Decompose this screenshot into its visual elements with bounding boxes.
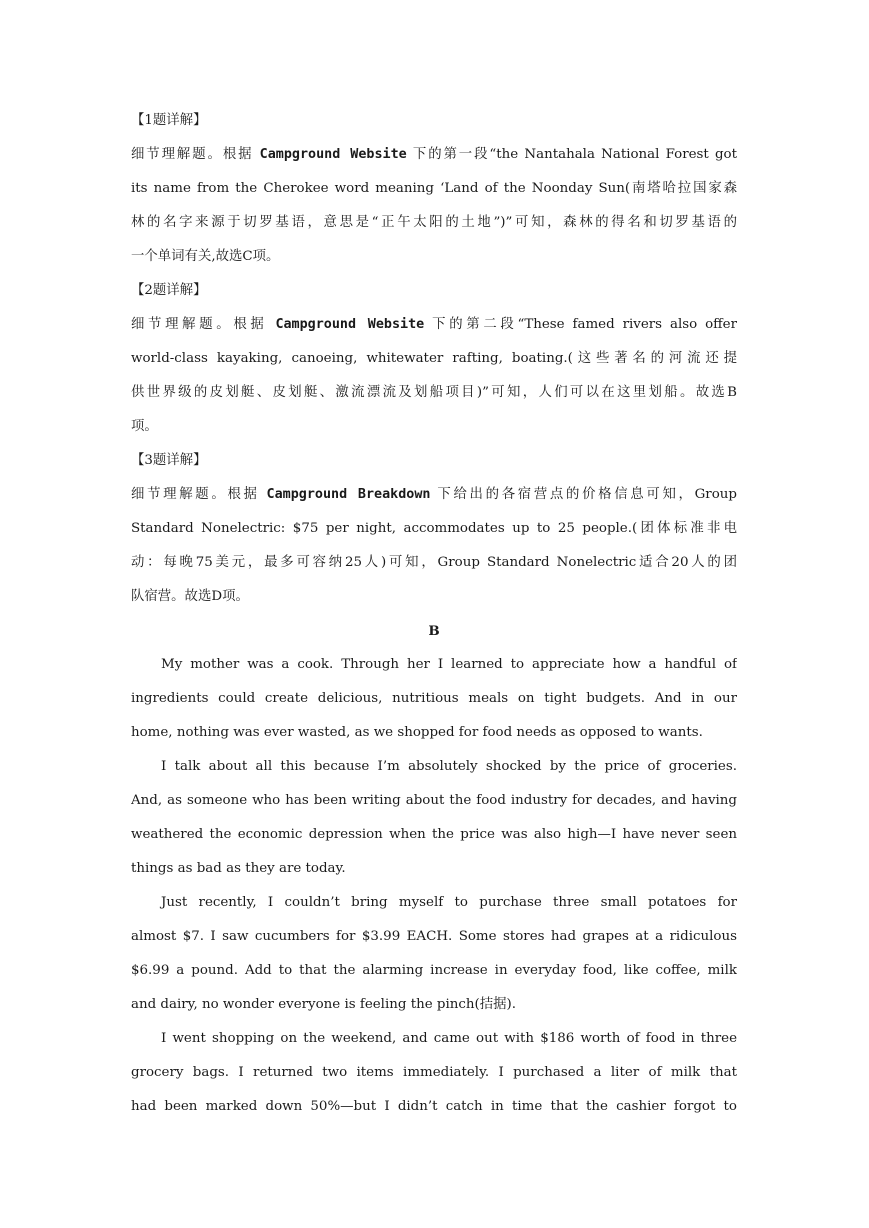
section-ref: Campground Website [275,317,425,332]
q1-line: 一个单词有关,故选C项。 [131,249,280,264]
passage-line: almost $7. I saw cucumbers for $3.99 EACH. Some stores had grapes at a ridiculous [131,929,737,944]
q3-heading: 【3题详解】 [131,453,207,468]
passage-line: Just recently, I couldn’t bring myself to purchase three small potatoes for [161,895,737,910]
passage-line: My mother was a cook. Through her I learned to appreciate how a handful of [161,657,737,672]
q1-heading: 【1题详解】 [131,113,207,128]
q2-line: world-class kayaking, canoeing, whitewater rafting, boating.(这些著名的河流还提 [131,351,737,366]
section-ref: Campground Breakdown [266,487,431,502]
passage-line: had been marked down 50%—but I didn’t catch in time that the cashier forgot to [131,1099,737,1114]
passage-line: grocery bags. I returned two items immediately. I purchased a liter of milk that [131,1065,737,1080]
passage-line: And, as someone who has been writing about the food industry for decades, and having [131,793,737,808]
passage-line: I went shopping on the weekend, and came out with $186 worth of food in three [161,1031,737,1046]
passage-line: weathered the economic depression when the price was also high—I have never seen [131,827,737,842]
document-page [131,104,737,1124]
q2-line: 项。 [131,419,158,434]
passage-line: $6.99 a pound. Add to that the alarming increase in everyday food, like coffee, milk [131,963,737,978]
q1-line: 细节理解题。根据 Campground Website 下的第一段“the Nantahala National Forest got [131,147,737,162]
q3-line: 动：每晚75美元，最多可容纳25人)可知，Group Standard Nonelectric适合20人的团 [131,555,737,570]
passage-line: home, nothing was ever wasted, as we shopped for food needs as opposed to wants. [131,725,703,740]
passage-line: things as bad as they are today. [131,861,346,876]
q3-line: 细节理解题。根据 Campground Breakdown 下给出的各宿营点的价格信息可知，Group [131,487,737,502]
section-ref: Campground Website [259,147,407,162]
q1-line: its name from the Cherokee word meaning ‘Land of the Noonday Sun(南塔哈拉国家森 [131,181,737,196]
passage-line: and dairy, no wonder everyone is feeling the pinch(拮据). [131,997,516,1012]
passage-section-label: B [428,623,440,639]
q2-line: 细节理解题。根据 Campground Website 下的第二段“These famed rivers also offer [131,317,737,332]
q2-line: 供世界级的皮划艇、皮划艇、激流漂流及划船项目)”可知，人们可以在这里划船。故选B [131,385,737,400]
q1-line: 林的名字来源于切罗基语，意思是“正午太阳的土地”)”可知，森林的得名和切罗基语的 [131,215,737,230]
passage-line: I talk about all this because I’m absolutely shocked by the price of groceries. [161,759,737,774]
q3-line: 队宿营。故选D项。 [131,589,249,604]
q3-line: Standard Nonelectric: $75 per night, accommodates up to 25 people.(团体标准非电 [131,521,737,536]
passage-line: ingredients could create delicious, nutritious meals on tight budgets. And in our [131,691,737,706]
q2-heading: 【2题详解】 [131,283,207,298]
